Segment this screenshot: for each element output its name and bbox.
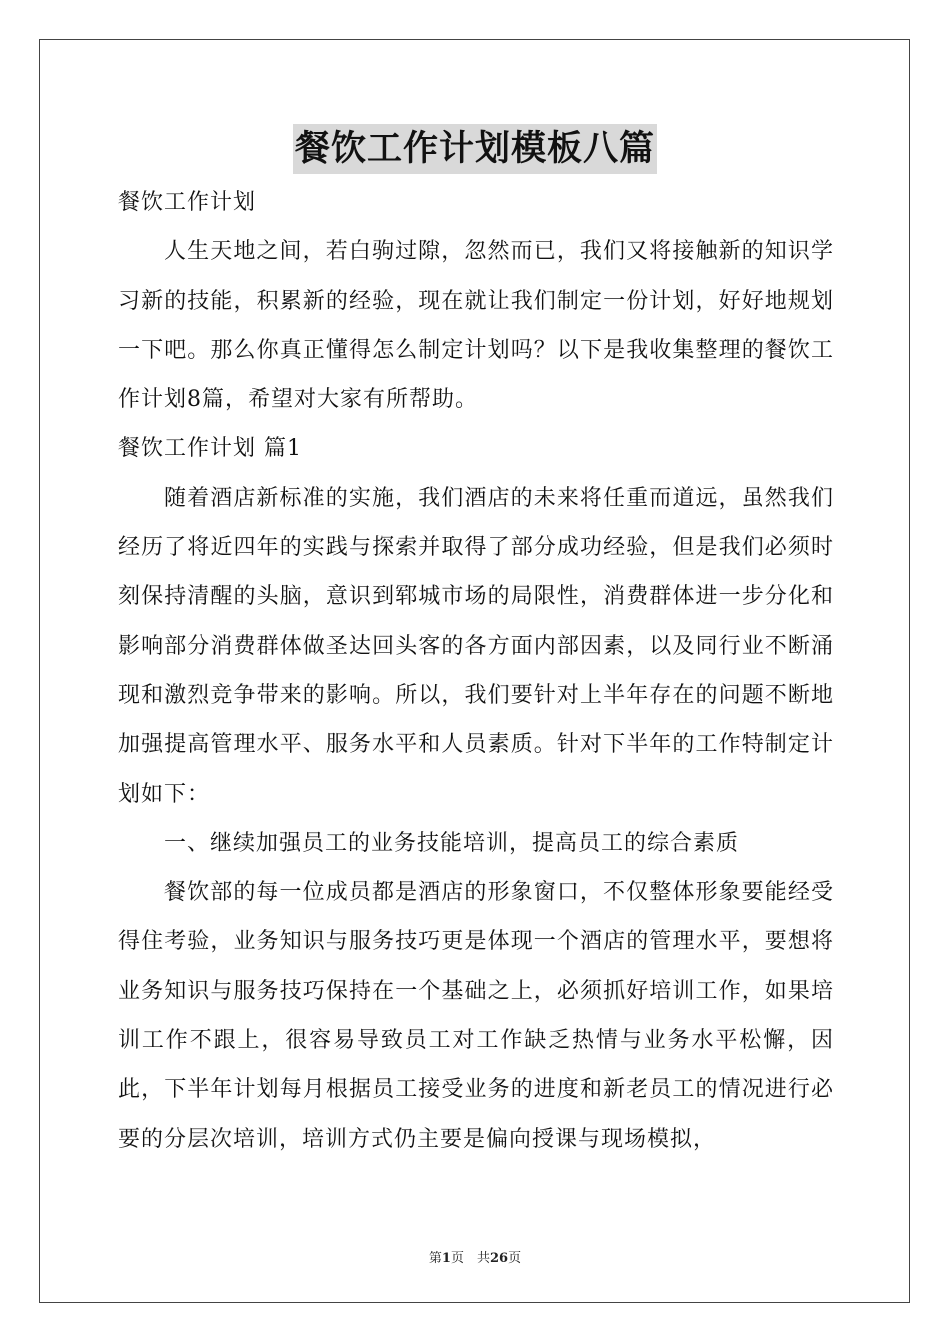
page-mid: 页 共 (450, 1251, 490, 1266)
body-paragraph: 餐饮部的每一位成员都是酒店的形象窗口，不仅整体形象要能经受得住考验，业务知识与服务技巧更是体现一个酒店的管理水平，要想将业务知识与服务技巧保持在一个基础之上，必须抓好培训工作，如果培训工作不跟上，很容易导致员工对工作缺乏热情与业务水平松懈，因此，下半年计划每月根据员工接受业务的进度和新老员工的情况进行必要的分层次培训，培训方式仍主要是偏向授课与现场模拟， (118, 880, 834, 1152)
document-title: 餐饮工作计划模板八篇 (293, 124, 657, 174)
page-suffix: 页 (508, 1251, 522, 1266)
page-footer (0, 1247, 950, 1266)
section-heading: 餐饮工作计划 (118, 190, 257, 215)
article-heading: 餐饮工作计划 篇1 (118, 436, 302, 462)
body-paragraph: 随着酒店新标准的实施，我们酒店的未来将任重而道远，虽然我们经历了将近四年的实践与探索并取得了部分成功经验，但是我们必须时刻保持清醒的头脑，意识到郓城市场的局限性，消费群体进一步分化和影响部分消费群体做圣达回头客的各方面内部因素，以及同行业不断涌现和激烈竞争带来的影响。所以，我们要针对上半年存在的问题不断地加强提高管理水平、服务水平和人员素质。针对下半年的工作特制定计划如下： (118, 485, 834, 807)
title-container (0, 124, 950, 174)
page-prefix: 第 (428, 1251, 442, 1266)
total-pages-number: 26 (489, 1251, 509, 1266)
intro-paragraph: 人生天地之间，若白驹过隙，忽然而已，我们又将接触新的知识学习新的技能，积累新的经验，现在就让我们制定一份计划，好好地规划一下吧。那么你真正懂得怎么制定计划吗？以下是我收集整理的餐饮工作计划8篇，希望对大家有所帮助。 (118, 239, 834, 413)
current-page-number: 1 (441, 1251, 451, 1266)
subsection-heading: 一、继续加强员工的业务技能培训，提高员工的综合素质 (164, 830, 740, 856)
document-body (118, 178, 834, 1164)
